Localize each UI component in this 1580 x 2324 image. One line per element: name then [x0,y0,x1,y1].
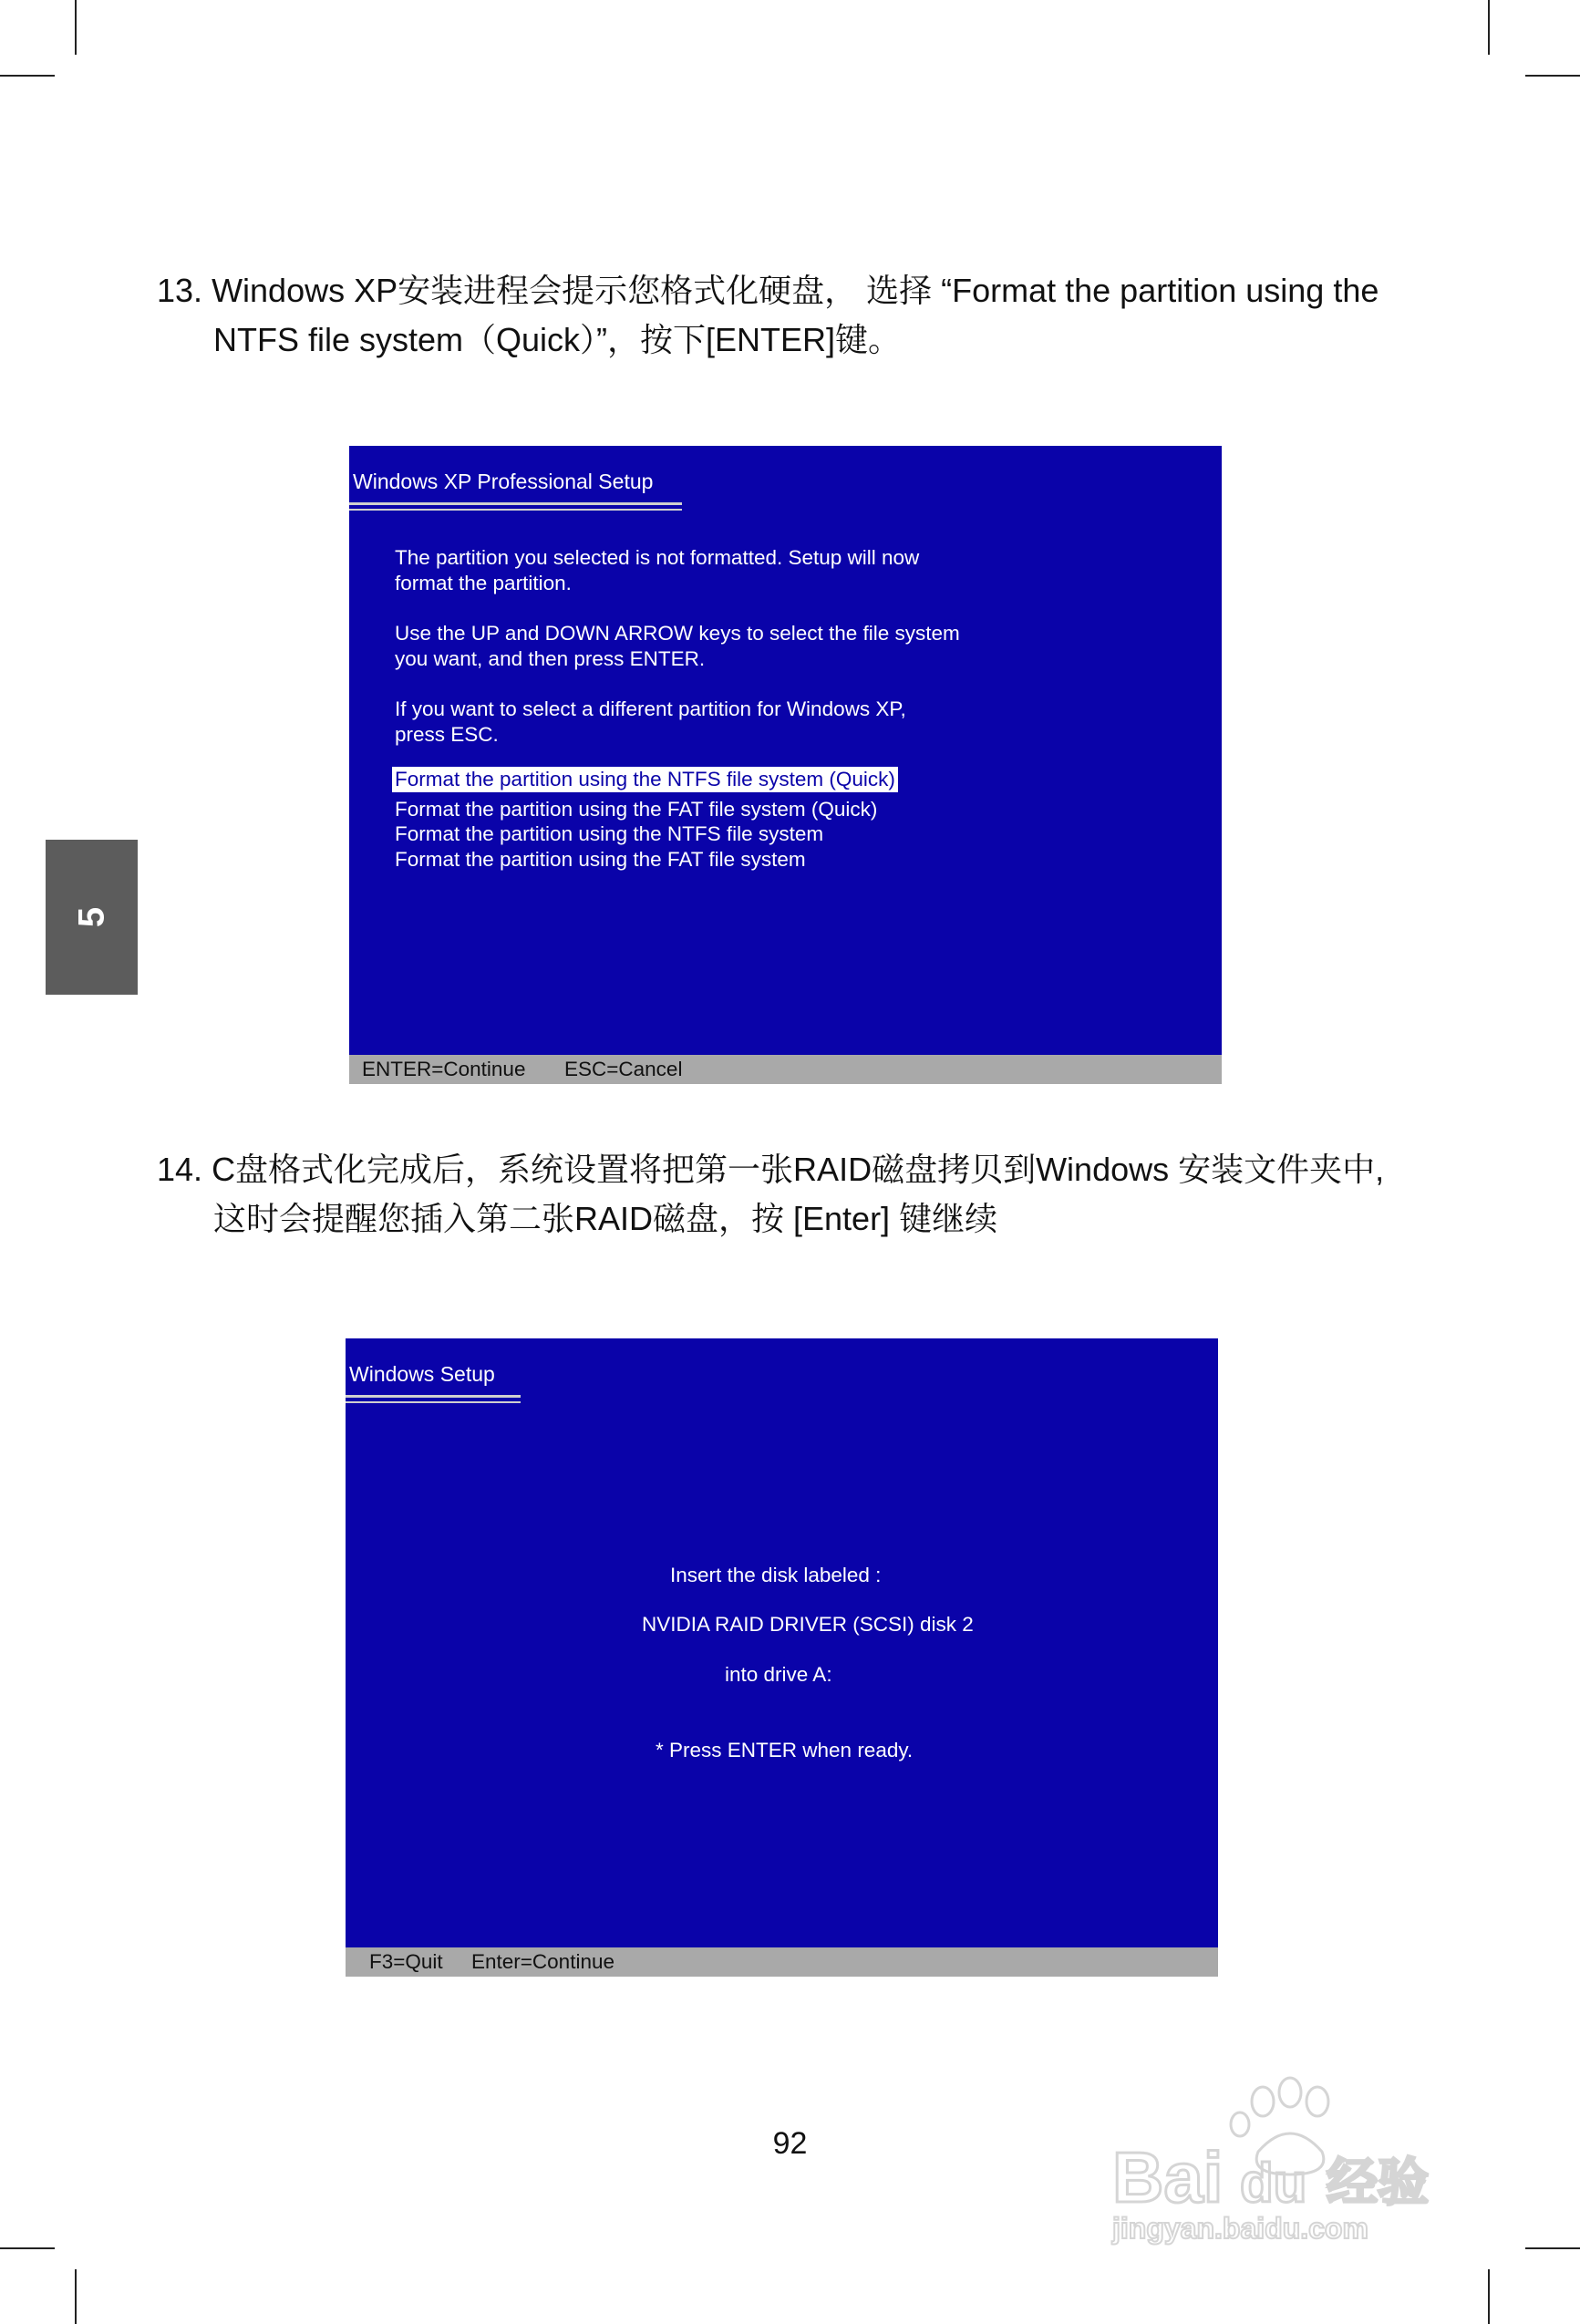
crop-mark [75,2269,77,2324]
chapter-number: 5 [71,906,111,928]
esc-paragraph: If you want to select a different partition for Windows XP, press ESC. [395,697,906,746]
chapter-tab [46,840,138,995]
format-option-selected[interactable]: Format the partition using the NTFS file system (Quick) [392,767,898,792]
setup-title: Windows Setup [349,1362,495,1386]
enter-continue-hint: Enter=Continue [471,1950,614,1973]
crop-mark [1525,75,1580,77]
baidu-watermark-logo [1103,2065,1486,2247]
step-14-number: 14. [157,1151,203,1188]
setup-title: Windows XP Professional Setup [353,470,654,493]
title-underline [346,1395,521,1398]
enter-continue-hint: ENTER=Continue [362,1058,526,1080]
format-option[interactable]: Format the partition using the FAT file system [395,848,806,871]
crop-mark [1488,2269,1490,2324]
svg-text:du: du [1240,2153,1307,2214]
svg-text:经验: 经验 [1327,2154,1429,2213]
status-bar [346,1947,1218,1977]
format-option[interactable]: Format the partition using the FAT file system (Quick) [395,798,878,821]
crop-mark [0,75,55,77]
step-14-line1: C盘格式化完成后，系统设置将把第一张RAID磁盘拷贝到Windows 安装文件夹中, [212,1151,1385,1188]
svg-text:Bai: Bai [1112,2137,1224,2217]
press-enter-prompt: * Press ENTER when ready. [656,1739,914,1761]
step-13-line2: NTFS file system（Quick）”，按下[ENTER]键。 [213,321,902,358]
setup-screen-format [349,446,1222,1084]
step-14-text [157,1145,1415,1244]
insert-disk-label: Insert the disk labeled : [670,1564,882,1586]
instructions-paragraph: Use the UP and DOWN ARROW keys to select the file system you want, and then press ENTER. [395,622,960,670]
crop-mark [75,0,77,55]
title-underline [349,502,682,505]
drive-label: into drive A: [725,1663,832,1686]
step-13-number: 13. [157,272,203,309]
f3-quit-hint: F3=Quit [369,1950,443,1973]
disk-name: NVIDIA RAID DRIVER (SCSI) disk 2 [642,1613,974,1636]
esc-cancel-hint: ESC=Cancel [564,1058,683,1080]
format-option[interactable]: Format the partition using the NTFS file system [395,822,824,845]
paw-icon [1103,2065,1486,2247]
setup-screen-insert-disk [346,1338,1218,1977]
info-paragraph: The partition you selected is not formatted. Setup will now format the partition. [395,546,920,594]
title-underline [349,509,682,511]
crop-mark [1525,2247,1580,2249]
step-14-line2: 这时会提醒您插入第二张RAID磁盘，按 [Enter] 键继续 [213,1200,998,1237]
crop-mark [0,2247,55,2249]
title-underline [346,1401,521,1403]
status-bar [349,1055,1222,1084]
page-number: 92 [772,2126,808,2161]
step-13-text [157,266,1415,365]
crop-mark [1488,0,1490,55]
step-13-line1: Windows XP安装进程会提示您格式化硬盘， 选择 “Format the partition using the [212,272,1379,309]
svg-text:jingyan.baidu.com: jingyan.baidu.com [1112,2212,1368,2245]
